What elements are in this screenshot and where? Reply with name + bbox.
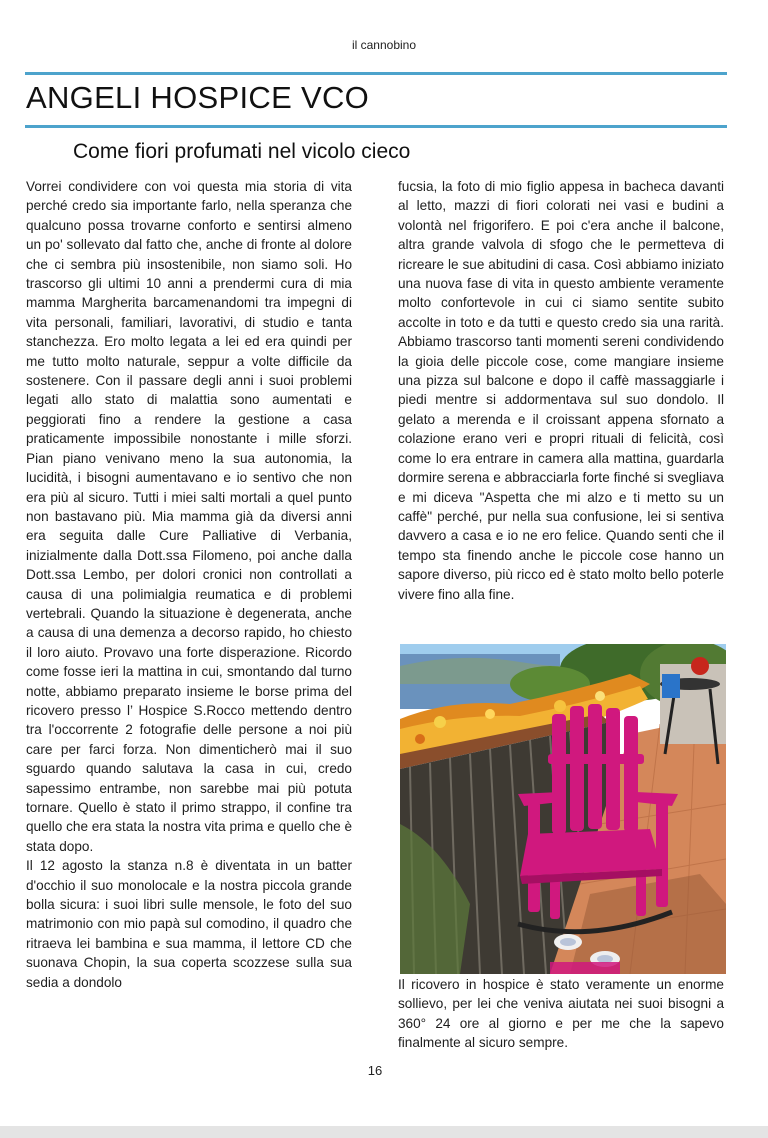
body-paragraph-1: Vorrei condividere con voi questa mia storia di vita perché credo sia importante farlo, nella speranza che qualcuno possa trovarne conforto e sentirsi almeno un po' sollevato dal fatto che, anche di fronte al dolore che ci sembra più insostenibile, non siamo soli. Ho trascorso gli ultimi 10 anni a prendermi cura di mia mamma Margherita barcamenandomi tra impegni di vita personali, familiari, lavorativi, di studio e tanta stanchezza. Ero molto legata a lei ed era quindi per me tutto molto naturale, seppur a volte difficile da sostenere. Con il passare degli anni i suoi problemi legati allo stato di malattia sono aumentati e peggiorati fino a rendere la gestione a casa praticamente impossibile nonostante i mille sforzi. Pian piano venivano meno la sua autonomia, la lucidità, i bisogni aumentavano e io sentivo che non era più al sicuro. Tutti i miei salti mortali a quel punto non bastavano più. Mia mamma già da diversi anni era seguita dalle Cure Palliative di Verbania, inizialmente dalla Dott.ssa Filomeno, poi anche dalla Dott.ssa Lembo, per dolori cronici non controllati a causa di una polimialgia reumatica e di problemi vertebrali. Quando la situazione è degenerata, anche a causa di una demenza a decorso rapido, ho chiesto il loro aiuto. Provavo una forte disperazione. Ricordo come fosse ieri la mattina in cui, smontando dal turno notte, abbiamo preparato insieme le borse prima del ricovero presso l’ Hospice S.Rocco mettendo dentro tra l'occorrente 2 fotografie delle persone a noi più care per farci forza. Non dimenticherò mai il suo sguardo quando salutava la casa in cui, credo sapessimo entrambe, non sarebbe mai più potuta tornare. Quello è stato il primo strappo, il confine tra quello che era stata la nostra vita prima e quello che è stata dopo.: [26, 179, 352, 854]
article-left-column: [26, 177, 352, 992]
body-paragraph-3: fucsia, la foto di mio figlio appesa in bacheca davanti al letto, mazzi di fiori colorati nei vasi e budini a volontà nel frigorifero. E poi c'era anche il balcone, altra grande valvola di sfogo che le permetteva di ricreare le sue abitudini di casa. Così abbiamo iniziato una nuova fase di vita in questo ambiente veramente molto confortevole in cui ci siamo sentite subito accolte in toto e da tutti e questo credo sia una rarità. Abbiamo trascorso tanti momenti sereni condividendo la gioia delle piccole cose, come mangiare insieme una pizza sul balcone e dopo il caffè massaggiarle i piedi mentre si addormentava sul suo dondolo. Il gelato a merenda e il croissant appena sfornato a colazione erano veri e propri rituali di felicità, così come lo era entrare in camera alla mattina, guardarla dormire serena e abbracciarla forte finché si svegliava e mi diceva "Aspetta che mi alzo e ti metto su un caffè" perché, pur nella sua confusione, lei si sentiva davvero a casa e io ne ero felice. Quando senti che il tempo sta finendo anche le piccole cose hanno un sapore diverso, più ricco ed è stato molto bello poterle vivere fino alla fine.: [398, 179, 724, 602]
running-header: il cannobino: [351, 38, 417, 52]
page-number: 16: [367, 1063, 383, 1078]
photo-illustration: [400, 644, 726, 974]
article-subtitle: Come fiori profumati nel vicolo cieco: [73, 140, 411, 163]
page-bottom-edge: [0, 1126, 768, 1138]
caption-paragraph: Il ricovero in hospice è stato veramente un enorme sollievo, per lei che veniva aiutata nei suoi bisogni a 360° 24 ore al giorno e per me che la sapevo finalmente al sicuro sempre.: [398, 977, 724, 1051]
article-right-column: [398, 177, 724, 604]
title-rule-top: [25, 72, 727, 75]
photo-caption: [398, 975, 724, 1053]
title-rule-bottom: [25, 125, 727, 128]
article-title: ANGELI HOSPICE VCO: [26, 80, 370, 115]
body-paragraph-2: Il 12 agosto la stanza n.8 è diventata in un batter d'occhio il suo monolocale e la nostra piccola grande bolla sicura: i suoi libri sulle mensole, le foto del suo matrimonio con mio papà sul comodino, il quadro che ritraeva lei bambina e sua mamma, il lettore CD che suonava Chopin, la sua coperta scozzese sulla sua sedia a dondolo: [26, 858, 352, 990]
balcony-rocking-chair-photo: [400, 644, 726, 974]
